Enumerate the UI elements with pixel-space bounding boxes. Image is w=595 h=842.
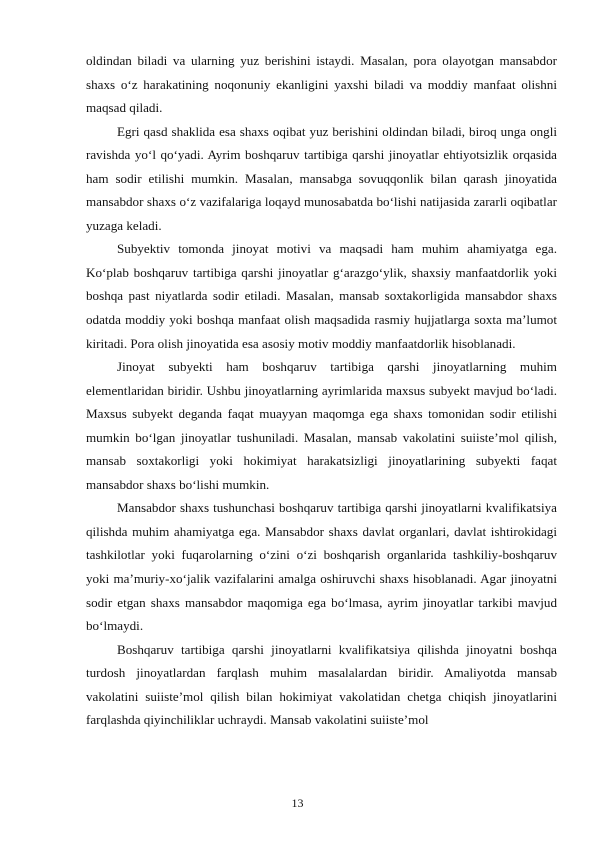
paragraph-6: Boshqaruv tartibiga qarshi jinoyatlarni kvalifikatsiya qilishda jinoyatni boshqa turdosh jinoyatlardan farqlash muhim masalalardan biridir. Amaliyotda mansab vakolatini suiiste’mol qilish bilan hokimiyat vakolatidan chetga chiqish jinoyatlarini farqlashda qiyinchiliklar uchraydi. Mansab vakolatini suiiste’mol: [86, 641, 557, 728]
page-number: 13: [291, 796, 304, 810]
paragraph-2: Egri qasd shaklida esa shaxs oqibat yuz berishini oldindan biladi, biroq unga ongli ravishda yo‘l qo‘yadi. Ayrim boshqaruv tartibiga qarshi jinoyatlar ehtiyotsizlik orqasida ham sodir etilishi mumkin. Masalan, mansabga sovuqqonlik bilan qarash jinoyatida mansabdor shaxs o‘z vazifalariga loqayd munosabatda bo‘lishi natijasida zararli oqibatlar yuzaga keladi.: [86, 123, 557, 233]
paragraph-3: Subyektiv tomonda jinoyat motivi va maqsadi ham muhim ahamiyatga ega. Ko‘plab boshqaruv tartibiga qarshi jinoyatlar g‘arazgo‘ylik, shaxsiy manfaatdorlik yoki boshqa past niyatlarda sodir etiladi. Masalan, mansab soxtakorligida mansabdor shaxs odatda moddiy yoki boshqa manfaat olish maqsadida rasmiy hujjatlarga soxta ma’lumot kiritadi. Pora olish jinoyatida esa asosiy motiv moddiy manfaatdorlik hisoblanadi.: [86, 241, 557, 351]
paragraph-5: Mansabdor shaxs tushunchasi boshqaruv tartibiga qarshi jinoyatlarni kvalifikatsiya qilishda muhim ahamiyatga ega. Mansabdor shaxs davlat organlari, davlat ishtirokidagi tashkilotlar yoki fuqarolarning o‘zini o‘zi boshqarish organlarida tashkiliy-boshqaruv yoki ma’muriy-xo‘jalik vazifalarini amalga oshiruvchi shaxs hisoblanadi. Agar jinoyatni sodir etgan shaxs mansabdor maqomiga ega bo‘lmasa, ayrim jinoyatlar tarkibi mavjud bo‘lmaydi.: [86, 500, 557, 634]
document-page: [86, 49, 557, 732]
paragraph-1: oldindan biladi va ularning yuz berishini istaydi. Masalan, pora olayotgan mansabdor shaxs o‘z harakatining noqonuniy ekanligini yaxshi biladi va moddiy manfaat olishni maqsad qiladi.: [86, 53, 557, 116]
paragraph-4: Jinoyat subyekti ham boshqaruv tartibiga qarshi jinoyatlarning muhim elementlaridan biridir. Ushbu jinoyatlarning ayrimlarida maxsus subyekt mavjud bo‘ladi. Maxsus subyekt deganda faqat muayyan maqomga ega shaxs tomonidan sodir etilishi mumkin bo‘lgan jinoyatlar tushuniladi. Masalan, mansab vakolatini suiiste’mol qilish, mansab soxtakorligi yoki hokimiyat harakatsizligi jinoyatlarining subyekti faqat mansabdor shaxs bo‘lishi mumkin.: [86, 359, 557, 492]
